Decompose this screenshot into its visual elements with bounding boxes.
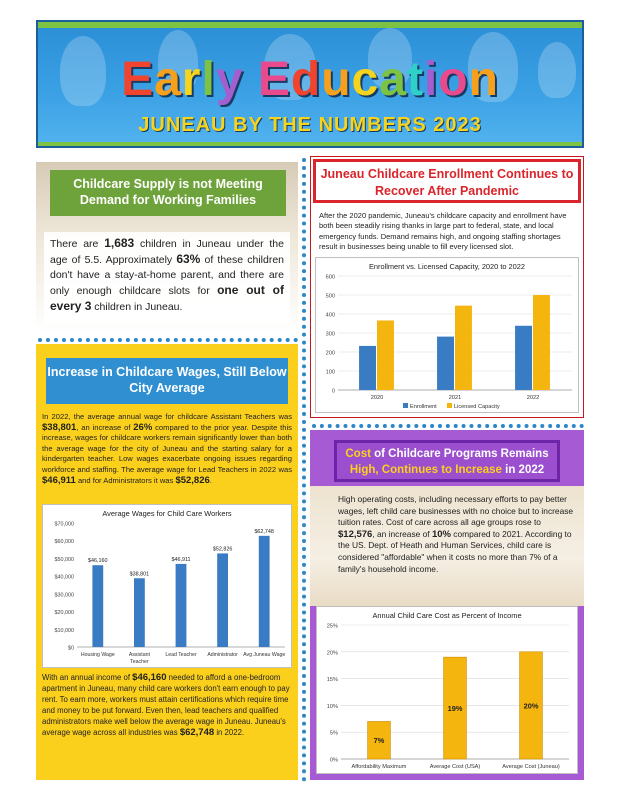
data-label: 19% [447, 704, 463, 714]
supply-section [36, 162, 298, 332]
y-tick-label: $50,000 [54, 556, 74, 563]
x-tick-label: Housing Wage [80, 652, 115, 658]
y-tick-label: $40,000 [54, 574, 74, 581]
y-tick-label: $10,000 [54, 627, 74, 634]
supply-text-part: of these children don't have a stay-at-home parent, and there are only enough childcare slots for [50, 254, 285, 297]
wages-text-part: in 2022. [214, 728, 245, 737]
wage-increase-value: 26% [133, 421, 153, 433]
y-tick-label: 5% [329, 730, 338, 737]
supply-text [44, 232, 290, 324]
supply-heading: Childcare Supply is not Meeting Demand for Working Families [50, 170, 286, 216]
y-tick-label: 600 [325, 274, 335, 281]
y-tick-label: 200 [325, 350, 335, 357]
y-tick-label: 300 [325, 331, 335, 338]
legend-swatch [447, 403, 452, 408]
cost-chart [316, 606, 578, 774]
cost-heading [334, 440, 560, 482]
header-top-stripe [38, 22, 582, 28]
x-tick-label: Teacher [130, 659, 149, 665]
juneau-avg-wage-value: $62,748 [179, 727, 215, 738]
y-tick-label: $30,000 [54, 592, 74, 599]
cost-text-part: High operating costs, including necessary efforts to pay better wages, left child care businesses with no choice but to increase tuition rates. Cost of care across all age groups rose to [338, 494, 574, 528]
y-tick-label: 15% [326, 677, 338, 684]
cost-section [310, 430, 584, 780]
cost-increase-value: 10% [431, 528, 451, 540]
wages-text-part: In 2022, the average annual wage for childcare Assistant Teachers was [42, 412, 292, 421]
cost-heading-part: of Childcare Programs Remains [370, 448, 549, 460]
data-label: $62,748 [254, 528, 274, 535]
supply-text-part: There are [50, 238, 105, 250]
header-bottom-stripe [38, 142, 582, 146]
wages-text-part: and for Administrators it was [75, 475, 176, 485]
cost-heading-highlight: Cost [345, 448, 371, 460]
vertical-dotted-divider [302, 158, 306, 782]
x-tick-label: Average Cost (USA) [429, 764, 481, 770]
title-letter: t [406, 53, 424, 106]
x-tick-label: Average Cost (Juneau) [502, 764, 560, 770]
wages-text-part: , an increase of [76, 422, 134, 432]
cost-heading-highlight: High, Continues to Increase [349, 464, 502, 476]
enrollment-section [310, 156, 584, 418]
data-label: $52,826 [212, 546, 233, 553]
enrollment-chart [315, 257, 579, 413]
legend-label: Licensed Capacity [454, 404, 500, 410]
horizontal-dotted-divider [312, 424, 584, 428]
y-tick-label: $20,000 [54, 610, 74, 617]
bar [134, 578, 145, 647]
wages-chart-svg [43, 505, 291, 667]
wages-heading: Increase in Childcare Wages, Still Below City Average [46, 358, 288, 404]
x-tick-label: 2020 [370, 395, 384, 401]
wages-section [36, 344, 298, 780]
wages-paragraph [42, 412, 292, 486]
bar [455, 306, 472, 390]
bar [515, 326, 532, 390]
title-letter: a [379, 53, 407, 106]
wages-chart [42, 504, 292, 668]
title-letter: y [215, 53, 244, 106]
y-tick-label: 0 [331, 388, 335, 395]
x-tick-label: 2021 [448, 395, 462, 401]
bar [437, 337, 454, 390]
wages-paragraph-2 [42, 672, 292, 738]
cost-chart-svg [317, 607, 577, 773]
title-letter: n [468, 53, 499, 106]
horizontal-dotted-divider [38, 338, 298, 342]
data-label: $46,160 [88, 558, 108, 565]
legend-swatch [403, 403, 408, 408]
header-banner [36, 20, 584, 148]
bar [359, 346, 376, 390]
title-letter: E [121, 53, 155, 106]
x-tick-label: Assistant [128, 652, 150, 658]
wages-text-part: . [209, 475, 212, 485]
enrollment-paragraph: After the 2020 pandemic, Juneau's childcare capacity and enrollment have both been steadily rising thanks in large part to federal, state, and local emergency funds. Demand remains high, and ongoing staffing shortages result in businesses being unable to fill every licensed slot. [319, 211, 567, 252]
title-letter: r [181, 53, 202, 106]
title-letter: a [154, 53, 182, 106]
y-tick-label: 25% [326, 623, 338, 630]
bar [259, 536, 270, 647]
cost-paragraph [338, 494, 576, 575]
bar [377, 320, 394, 390]
enrollment-chart-svg [316, 258, 578, 412]
assistant-wage-value: $38,801 [42, 421, 77, 433]
y-tick-label: 20% [326, 650, 338, 657]
bar [92, 565, 103, 647]
title-letter: c [351, 53, 380, 106]
x-tick-label: Administrator [207, 652, 238, 658]
page-subtitle: JUNEAU BY THE NUMBERS 2023 [138, 114, 482, 136]
y-tick-label: $60,000 [54, 539, 74, 546]
data-label: 7% [373, 736, 385, 746]
title-letter: o [438, 53, 469, 106]
x-tick-label: 2022 [526, 395, 540, 401]
x-tick-label: Affordability Maximum [351, 764, 407, 770]
y-tick-label: 500 [325, 293, 335, 300]
enrollment-heading: Juneau Childcare Enrollment Continues to Recover After Pandemic [313, 159, 581, 203]
supply-working-parents-pct: 63% [176, 252, 201, 266]
cost-of-care-value: $12,576 [338, 528, 373, 540]
lead-wage-value: $46,911 [42, 474, 76, 486]
title-letter: u [321, 53, 352, 106]
x-tick-label: Avg Juneau Wage [243, 652, 286, 658]
data-label: $38,801 [129, 571, 150, 578]
page-title [38, 52, 582, 107]
supply-slot-ratio: one out of every 3 [50, 283, 285, 313]
cost-heading-part: in 2022 [501, 464, 545, 476]
admin-wage-value: $52,826 [175, 474, 210, 486]
title-letter: d [290, 53, 322, 106]
wages-text-part: needed to afford a one-bedroom apartment in Juneau, many child care workers don't earn enough to pay rent. To earn more, workers must attain certifications which require time and money to be put forward. Even then, lead teachers and qualified administrators make well below the average wage in Juneau. Juneau's average wage across all industries was [42, 673, 290, 737]
bar [533, 295, 550, 390]
title-letter: l [201, 53, 216, 106]
supply-text-part: children in Juneau under the age of 5.5. Approximately [50, 238, 284, 266]
bar [176, 564, 187, 647]
chart-title: Annual Child Care Cost as Percent of Income [372, 611, 522, 620]
supply-text-part: children in Juneau. [91, 301, 183, 313]
cost-text-part: , an increase of [372, 528, 432, 539]
chart-title: Enrollment vs. Licensed Capacity, 2020 to 2022 [369, 262, 525, 271]
y-tick-label: 10% [326, 703, 338, 710]
y-tick-label: $0 [68, 645, 74, 652]
y-tick-label: 100 [325, 369, 335, 376]
title-letter: E [257, 53, 291, 106]
cost-text-part: compared to 2021. According to the US. Dept. of Heath and Human Services, child care is considered "affordable" when it costs no more than 7% of a family's household income. [338, 528, 572, 574]
housing-wage-value: $46,160 [132, 672, 167, 683]
y-tick-label: 0% [329, 757, 338, 764]
title-letter [244, 52, 258, 107]
wages-text-part: With an annual income of [42, 673, 133, 682]
wages-text-part: compared to the prior year. Despite this increase, wages for childcare workers remain significantly lower than both the average wage for the city of Juneau and the starting salary for a kindergarten teacher. Low wages exacerbate ongoing issues regarding workforce and staffing. The average wage for Lead Teachers in 2022 was [42, 422, 292, 474]
legend-label: Enrollment [410, 404, 437, 410]
y-tick-label: $70,000 [54, 521, 74, 528]
chart-title: Average Wages for Child Care Workers [102, 509, 232, 518]
data-label: $46,911 [171, 556, 191, 563]
x-tick-label: Lead Teacher [165, 652, 197, 658]
bar [217, 553, 228, 647]
y-tick-label: 400 [325, 312, 335, 319]
data-label: 20% [523, 701, 539, 711]
title-letter: i [423, 53, 439, 106]
supply-children-count: 1,683 [104, 236, 135, 250]
